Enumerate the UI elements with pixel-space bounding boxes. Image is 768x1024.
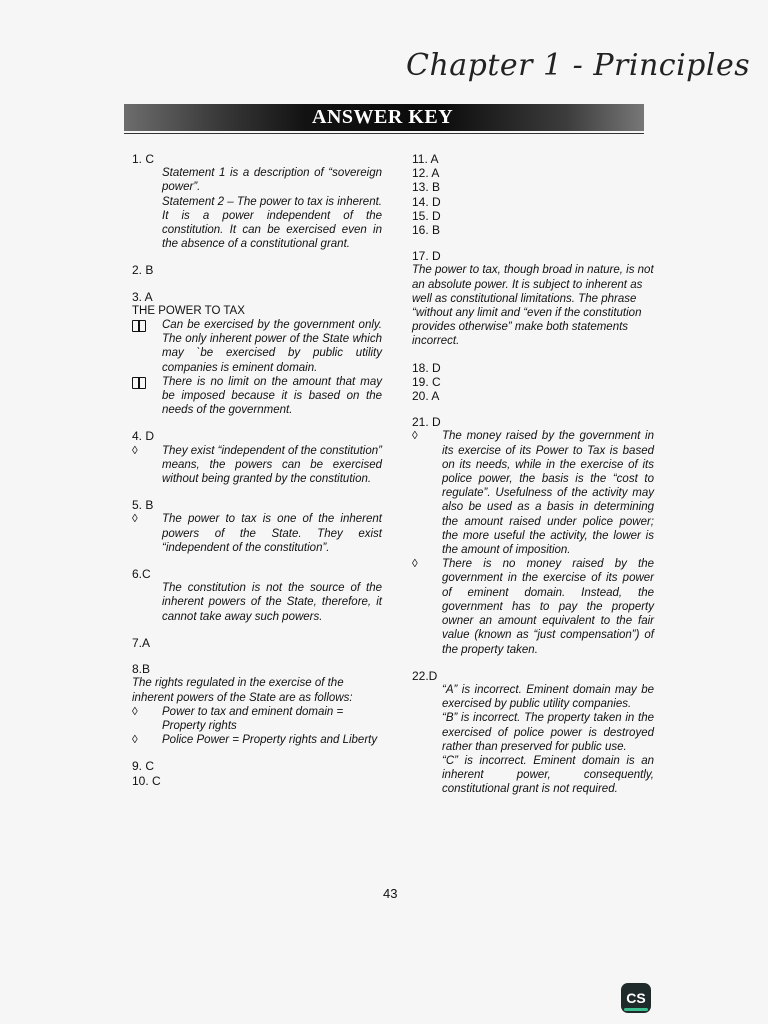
answer-18: 18. D — [412, 360, 441, 375]
answer-17: 17. D — [412, 249, 441, 264]
answer-8: 8.B — [132, 662, 151, 677]
right-column — [412, 152, 654, 797]
answer-1-statement-2: Statement 2 – The power to tax is inherent. It is a power independent of the constitution. It can be exercised even in the absence of a constitutional grant. — [162, 195, 382, 251]
answer-20: 20. A — [412, 389, 440, 404]
answers-18-20 — [412, 361, 654, 404]
answer-22-b: “B” is incorrect. The property taken in the exercised of police power is destroyed rather than preserved for public use. — [442, 712, 654, 753]
answer-22-a: “A” is incorrect. Eminent domain may be exercised by public utility companies. — [442, 683, 654, 711]
answer-3-point-1: Can be exercised by the government only. The only inherent power of the State which may `be exercised by public utility companies is eminent domain. — [132, 318, 382, 375]
camscanner-logo: CS — [621, 983, 651, 1013]
answer-15: 15. D — [412, 208, 441, 223]
answer-14: 14. D — [412, 194, 441, 209]
book-icon — [132, 320, 146, 332]
answer-4: 4. D — [132, 429, 155, 444]
diamond-bullet-icon: ◊ — [132, 513, 138, 526]
banner-underline — [124, 133, 644, 134]
banner-title: ANSWER KEY — [312, 106, 454, 128]
diamond-bullet-icon: ◊ — [412, 558, 418, 571]
answer-22: 22.D — [412, 668, 438, 683]
diamond-bullet-icon: ◊ — [132, 705, 138, 718]
diamond-bullet-icon: ◊ — [412, 430, 418, 443]
answer-8-text: The rights regulated in the exercise of the inherent powers of the State are as follows: — [132, 677, 353, 704]
chapter-title: Chapter 1 - Principles — [406, 48, 751, 83]
answer-21: 21. D — [412, 415, 441, 430]
answer-17-text: The power to tax, though broad in nature, is not an absolute power. It is subject to inherent as well as constitutional limitations. The phrase “without any limit and “even if the constitution provides otherwise” make both statements incorrect. — [412, 264, 654, 348]
answer-12: 12. A — [412, 166, 440, 181]
answer-22-c: “C” is incorrect. Eminent domain is an inherent power, consequently, constitutional grant is not required. — [442, 754, 654, 796]
answer-5: 5. B — [132, 498, 154, 513]
answer-3-point-2: There is no limit on the amount that may be imposed because it is based on the needs of the government. — [132, 375, 382, 418]
answer-3-heading: THE POWER TO TAX — [132, 304, 245, 317]
answer-16: 16. B — [412, 223, 441, 238]
answer-5-point: ◊ The power to tax is one of the inherent powers of the State. They exist “independent of the constitution”. — [132, 513, 382, 554]
answer-7: 7.A — [132, 635, 151, 650]
answers-11-16 — [412, 152, 654, 237]
page-number: 43 — [383, 886, 398, 901]
answer-13: 13. B — [412, 180, 441, 195]
answer-19: 19. C — [412, 374, 441, 389]
book-icon — [132, 377, 146, 389]
answer-8-point-2: ◊ Police Power = Property rights and Liberty — [132, 734, 378, 747]
answer-10: 10. C — [132, 773, 161, 788]
answer-8-point-1: ◊ Power to tax and eminent domain = Property rights — [132, 705, 344, 732]
answer-4-point: ◊ They exist “independent of the constitution” means, the powers can be exercised without being granted by the constitution. — [132, 444, 382, 486]
diamond-bullet-icon: ◊ — [132, 734, 138, 747]
answer-6: 6.C — [132, 567, 151, 582]
answer-3: 3. A — [132, 289, 153, 304]
answer-1: 1. C — [132, 152, 155, 166]
left-column — [132, 152, 382, 788]
answer-21-point-2: ◊ There is no money raised by the government in the exercise of its power of eminent domain. Instead, the government has to pay the property owner an amount equivalent to the fair value (known as “just compensation”) of the property taken. — [412, 558, 654, 656]
answer-1-statement-1: Statement 1 is a description of “sovereign power”. — [162, 167, 382, 194]
answer-11: 11. A — [412, 152, 439, 166]
answer-2: 2. B — [132, 263, 154, 278]
diamond-bullet-icon: ◊ — [132, 444, 138, 457]
answer-9: 9. C — [132, 759, 155, 774]
answer-21-point-1: ◊ The money raised by the government in its exercise of its Power to Tax is based on its needs, while in the exercise of its police power, the basis is the “cost to regulate”. Usefulness of the activity may also be used as a basis in determining the amount raised under police power; the more useful the activity, the lower is the amount of imposition. — [412, 430, 654, 557]
answer-6-text: The constitution is not the source of the inherent powers of the State, therefore, it cannot take away such powers. — [162, 582, 382, 623]
